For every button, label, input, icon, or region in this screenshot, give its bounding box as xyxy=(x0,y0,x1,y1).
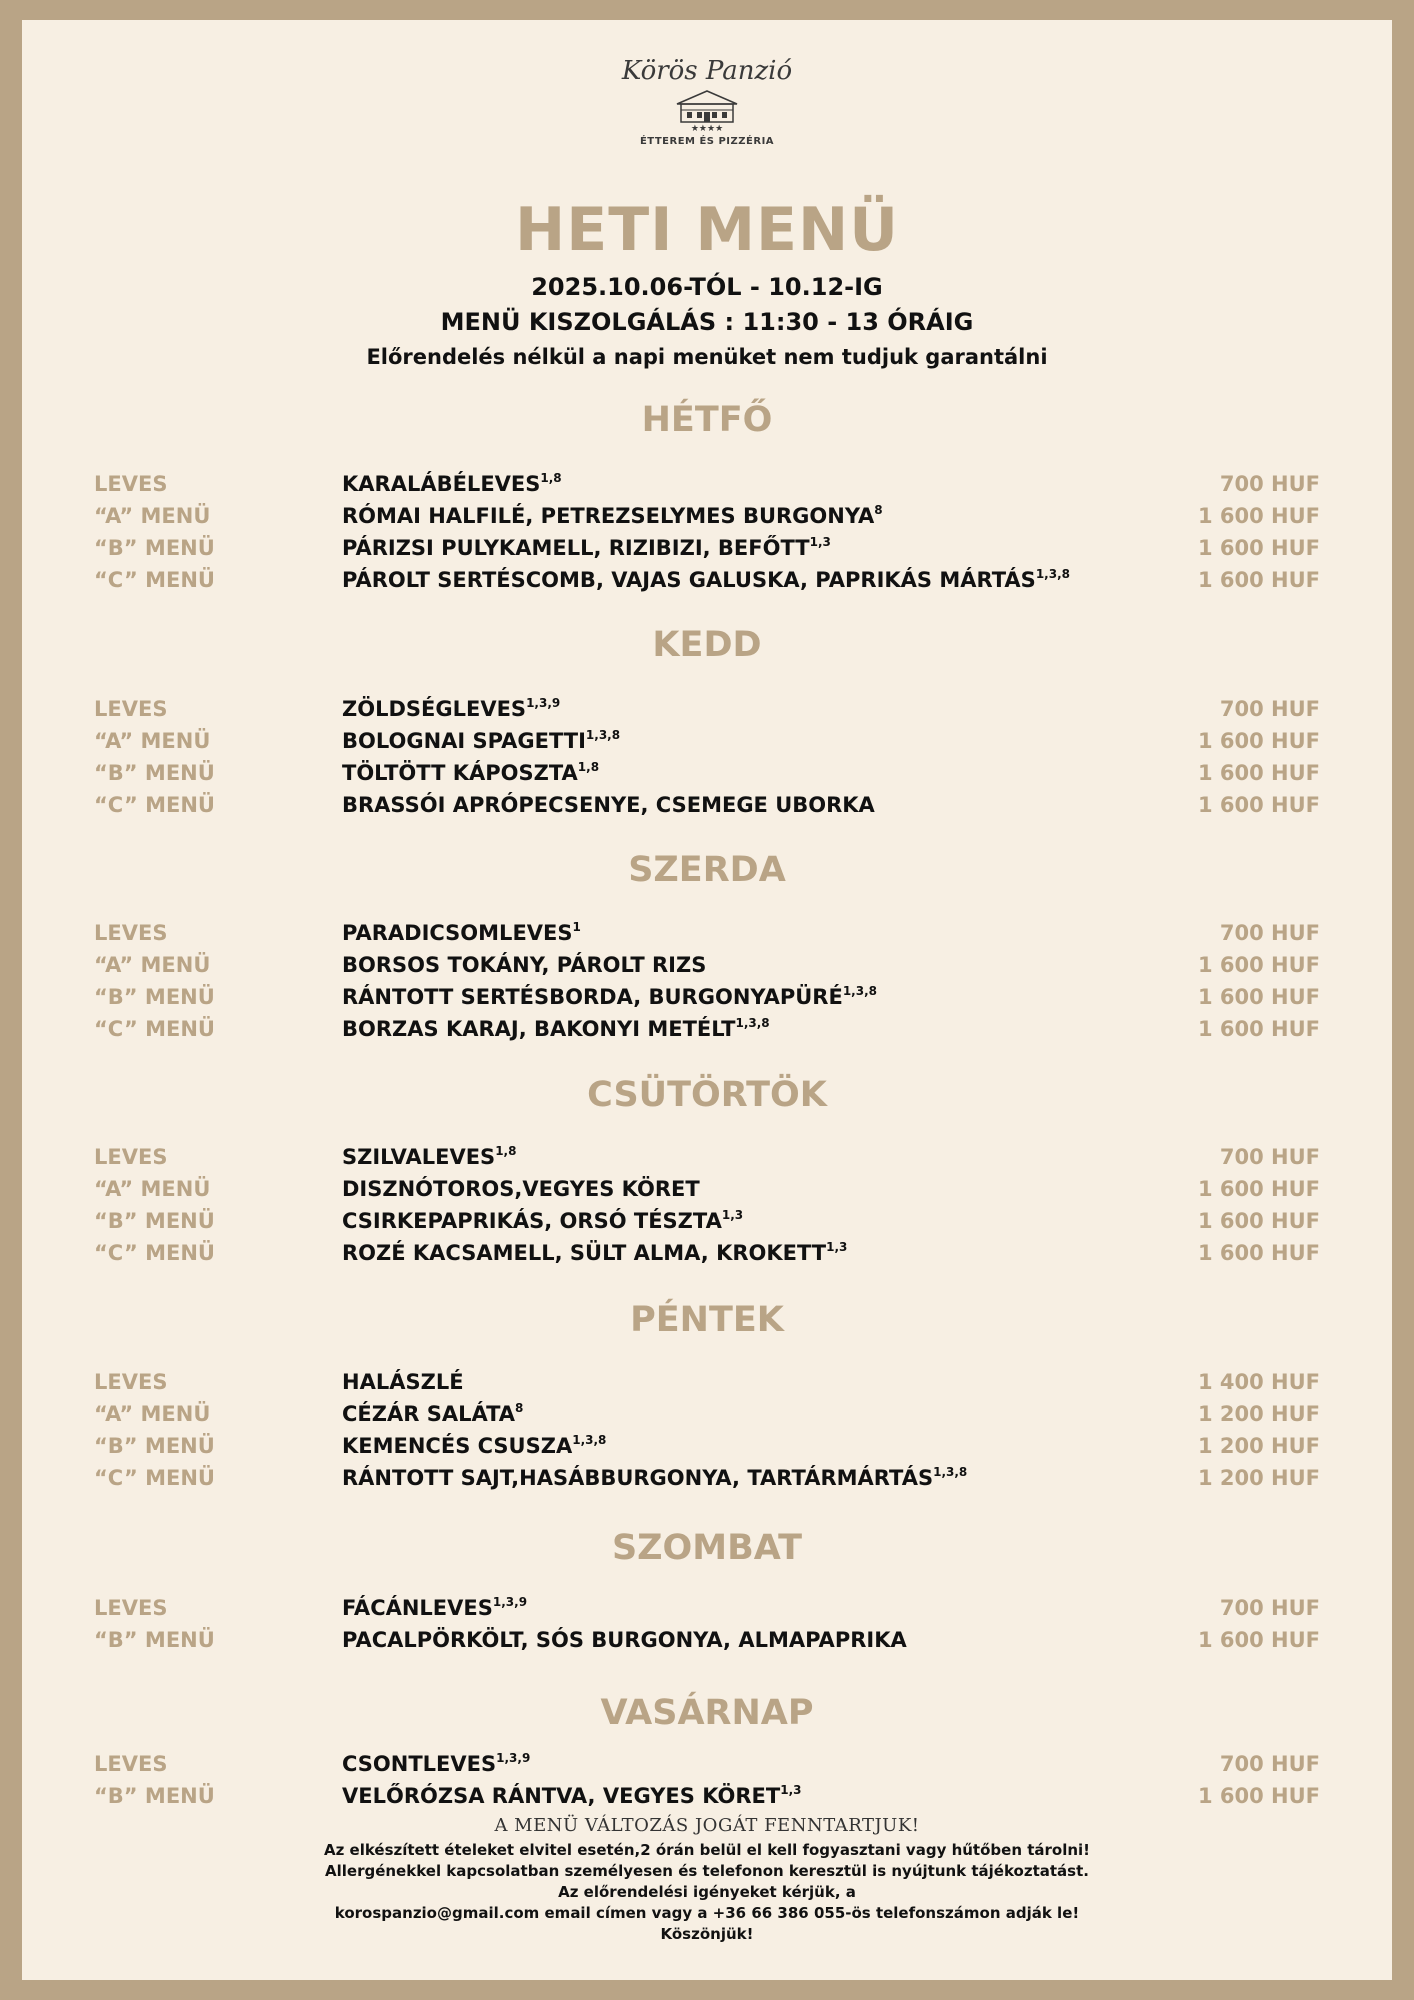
price: 1 600 HUF xyxy=(1197,761,1320,785)
menu-row xyxy=(22,1748,1392,1780)
dish-name-wrap xyxy=(342,500,883,532)
dish-name: PACALPÖRKÖLT, SÓS BURGONYA, ALMAPAPRIKA xyxy=(342,1628,907,1652)
menu-label: LEVES xyxy=(94,1145,168,1169)
footer-line: Allergénekkel kapcsolatban személyesen és telefonon keresztül is nyújtunk tájékoztatást. xyxy=(325,1862,1089,1880)
dish-name: PÁRIZSI PULYKAMELL, RIZIBIZI, BEFŐTT xyxy=(342,536,810,560)
footer-line: korospanzio@gmail.com email címen vagy a +36 66 386 055-ös telefonszámon adják le! xyxy=(334,1904,1080,1922)
menu-label: “C” MENÜ xyxy=(94,1466,215,1490)
allergen-codes: 1,8 xyxy=(540,471,562,485)
allergen-codes: 1,8 xyxy=(495,1144,517,1158)
price: 1 600 HUF xyxy=(1197,568,1320,592)
dish-name-wrap xyxy=(342,564,1070,596)
dish-name: RÓMAI HALFILÉ, PETREZSELYMES BURGONYA xyxy=(342,504,875,528)
menu-label: “A” MENÜ xyxy=(94,1177,211,1201)
dish-name-wrap xyxy=(342,1205,743,1237)
menu-row xyxy=(22,1205,1392,1237)
menu-row xyxy=(22,468,1392,500)
menu-row xyxy=(22,1173,1392,1205)
allergen-codes: 1,3 xyxy=(780,1783,802,1797)
day-heading: HÉTFŐ xyxy=(641,400,773,440)
dish-name-wrap xyxy=(342,1748,530,1780)
dish-name-wrap xyxy=(342,1430,606,1462)
price: 1 600 HUF xyxy=(1197,1241,1320,1265)
date-range: 2025.10.06-TÓL - 10.12-IG xyxy=(531,273,883,301)
allergen-codes: 1,3,9 xyxy=(496,1751,531,1765)
price: 1 600 HUF xyxy=(1197,1177,1320,1201)
menu-label: LEVES xyxy=(94,1752,168,1776)
price: 1 600 HUF xyxy=(1197,1784,1320,1808)
allergen-codes: 1,3 xyxy=(826,1240,848,1254)
day-heading: VASÁRNAP xyxy=(600,1693,814,1733)
menu-row xyxy=(22,917,1392,949)
menu-row xyxy=(22,500,1392,532)
menu-row xyxy=(22,1430,1392,1462)
menu-label: “A” MENÜ xyxy=(94,729,211,753)
menu-page xyxy=(22,20,1392,1980)
logo-name: Körös Panzió xyxy=(621,56,793,86)
serving-hours: MENÜ KISZOLGÁLÁS : 11:30 - 13 ÓRÁIG xyxy=(440,308,974,336)
dish-name: HALÁSZLÉ xyxy=(342,1370,464,1394)
menu-label: LEVES xyxy=(94,697,168,721)
allergen-codes: 1,3 xyxy=(809,535,831,549)
dish-name: SZILVALEVES xyxy=(342,1145,496,1169)
price: 1 600 HUF xyxy=(1197,953,1320,977)
dish-name: VELŐRÓZSA RÁNTVA, VEGYES KÖRET xyxy=(342,1784,781,1808)
price: 1 200 HUF xyxy=(1197,1434,1320,1458)
allergen-codes: 1,3,8 xyxy=(933,1465,968,1479)
footer-line: Az elkészített ételeket elvitel esetén,2 órán belül el kell fogyasztani vagy hűtőben tárolni! xyxy=(323,1841,1091,1859)
allergen-codes: 1 xyxy=(572,920,581,934)
dish-name-wrap xyxy=(342,1173,700,1205)
menu-label: LEVES xyxy=(94,1596,168,1620)
price: 1 600 HUF xyxy=(1197,1017,1320,1041)
menu-label: LEVES xyxy=(94,921,168,945)
price: 700 HUF xyxy=(1219,921,1320,945)
menu-label: “C” MENÜ xyxy=(94,793,215,817)
dish-name-wrap xyxy=(342,1462,967,1494)
menu-row xyxy=(22,693,1392,725)
dish-name: CSIRKEPAPRIKÁS, ORSÓ TÉSZTA xyxy=(342,1209,722,1233)
menu-label: “A” MENÜ xyxy=(94,953,211,977)
menu-label: “C” MENÜ xyxy=(94,1241,215,1265)
logo xyxy=(22,56,1392,147)
allergen-codes: 1,3,8 xyxy=(735,1016,770,1030)
menu-label: “C” MENÜ xyxy=(94,1017,215,1041)
menu-row xyxy=(22,789,1392,821)
menu-row xyxy=(22,532,1392,564)
dish-name: KEMENCÉS CSUSZA xyxy=(342,1434,573,1458)
menu-label: LEVES xyxy=(94,472,168,496)
dish-name: KARALÁBÉLEVES xyxy=(342,472,541,496)
dish-name-wrap xyxy=(342,1592,527,1624)
price: 1 600 HUF xyxy=(1197,1628,1320,1652)
dish-name: BOLOGNAI SPAGETTI xyxy=(342,729,586,753)
menu-row xyxy=(22,1462,1392,1494)
day-heading: SZOMBAT xyxy=(611,1528,803,1568)
dish-name: FÁCÁNLEVES xyxy=(342,1596,493,1620)
menu-label: “B” MENÜ xyxy=(94,1628,215,1652)
menu-label: “B” MENÜ xyxy=(94,761,215,785)
page-title: HETI MENÜ xyxy=(515,195,899,265)
day-heading: PÉNTEK xyxy=(630,1300,784,1340)
price: 1 600 HUF xyxy=(1197,504,1320,528)
menu-label: “A” MENÜ xyxy=(94,504,211,528)
dish-name-wrap xyxy=(342,1398,523,1430)
menu-row xyxy=(22,564,1392,596)
dish-name-wrap xyxy=(342,1624,907,1656)
dish-name: DISZNÓTOROS,VEGYES KÖRET xyxy=(342,1177,700,1201)
menu-row xyxy=(22,725,1392,757)
dish-name-wrap xyxy=(342,1366,464,1398)
dish-name: PARADICSOMLEVES xyxy=(342,921,573,945)
dish-name-wrap xyxy=(342,1141,516,1173)
menu-label: “B” MENÜ xyxy=(94,1434,215,1458)
dish-name-wrap xyxy=(342,1780,802,1812)
price: 1 400 HUF xyxy=(1197,1370,1320,1394)
menu-label: “B” MENÜ xyxy=(94,536,215,560)
menu-row xyxy=(22,1366,1392,1398)
price: 700 HUF xyxy=(1219,1596,1320,1620)
day-heading: CSÜTÖRTÖK xyxy=(587,1075,827,1115)
footer xyxy=(22,1815,1392,1945)
price: 700 HUF xyxy=(1219,1145,1320,1169)
menu-row xyxy=(22,981,1392,1013)
allergen-codes: 1,8 xyxy=(577,760,600,774)
price: 1 200 HUF xyxy=(1197,1466,1320,1490)
menu-row xyxy=(22,757,1392,789)
day-heading: SZERDA xyxy=(628,850,786,890)
allergen-codes: 1,3,8 xyxy=(1035,567,1070,581)
dish-name-wrap xyxy=(342,789,875,821)
dish-name: RÁNTOTT SAJT,HASÁBBURGONYA, TARTÁRMÁRTÁS xyxy=(342,1466,934,1490)
allergen-codes: 1,3,8 xyxy=(585,728,621,742)
menu-label: “B” MENÜ xyxy=(94,985,215,1009)
day-heading: KEDD xyxy=(652,625,762,665)
allergen-codes: 8 xyxy=(515,1401,524,1415)
menu-row xyxy=(22,1624,1392,1656)
dish-name-wrap xyxy=(342,1237,847,1269)
menu-row xyxy=(22,1141,1392,1173)
dish-name: ZÖLDSÉGLEVES xyxy=(342,697,527,721)
dish-name-wrap xyxy=(342,725,620,757)
menu-row xyxy=(22,1013,1392,1045)
allergen-codes: 8 xyxy=(874,503,883,517)
dish-name: BORSOS TOKÁNY, PÁROLT RIZS xyxy=(342,953,707,977)
menu-label: “B” MENÜ xyxy=(94,1784,215,1808)
price: 1 600 HUF xyxy=(1197,536,1320,560)
menu-row xyxy=(22,1398,1392,1430)
price: 1 600 HUF xyxy=(1197,729,1320,753)
menu-label: LEVES xyxy=(94,1370,168,1394)
menu-label: “C” MENÜ xyxy=(94,568,215,592)
dish-name-wrap xyxy=(342,468,562,500)
dish-name: TÖLTÖTT KÁPOSZTA xyxy=(342,761,578,785)
menu-row xyxy=(22,1592,1392,1624)
footer-line: Az előrendelési igényeket kérjük, a xyxy=(558,1883,856,1901)
dish-name: PÁROLT SERTÉSCOMB, VAJAS GALUSKA, PAPRIKÁS MÁRTÁS xyxy=(342,568,1036,592)
menu-row xyxy=(22,1780,1392,1812)
footer-notice: A MENÜ VÁLTOZÁS JOGÁT FENNTARTJUK! xyxy=(494,1815,920,1836)
menu-label: “A” MENÜ xyxy=(94,1402,211,1426)
dish-name-wrap xyxy=(342,917,581,949)
dish-name: BORZAS KARAJ, BAKONYI METÉLT xyxy=(342,1017,736,1041)
dish-name-wrap xyxy=(342,757,599,789)
dish-name-wrap xyxy=(342,693,560,725)
price: 1 600 HUF xyxy=(1197,1209,1320,1233)
price: 700 HUF xyxy=(1219,697,1320,721)
price: 700 HUF xyxy=(1219,1752,1320,1776)
preorder-note: Előrendelés nélkül a napi menüket nem tudjuk garantálni xyxy=(366,345,1048,369)
allergen-codes: 1,3,9 xyxy=(526,696,561,710)
menu-label: “B” MENÜ xyxy=(94,1209,215,1233)
menu-row xyxy=(22,949,1392,981)
allergen-codes: 1,3,8 xyxy=(842,984,877,998)
building-icon xyxy=(672,88,742,124)
dish-name: ROZÉ KACSAMELL, SÜLT ALMA, KROKETT xyxy=(342,1241,827,1265)
dish-name: RÁNTOTT SERTÉSBORDA, BURGONYAPÜRÉ xyxy=(342,985,843,1009)
menu-row xyxy=(22,1237,1392,1269)
price: 1 200 HUF xyxy=(1197,1402,1320,1426)
logo-stars: ★★★★ xyxy=(690,124,724,134)
allergen-codes: 1,3,8 xyxy=(572,1433,607,1447)
price: 1 600 HUF xyxy=(1197,793,1320,817)
dish-name: BRASSÓI APRÓPECSENYE, CSEMEGE UBORKA xyxy=(342,793,875,817)
dish-name-wrap xyxy=(342,1013,770,1045)
price: 1 600 HUF xyxy=(1197,985,1320,1009)
price: 700 HUF xyxy=(1219,472,1320,496)
dish-name-wrap xyxy=(342,949,706,981)
logo-subtitle: ÉTTEREM ÉS PIZZÉRIA xyxy=(639,136,775,147)
allergen-codes: 1,3 xyxy=(721,1208,744,1222)
dish-name-wrap xyxy=(342,981,877,1013)
allergen-codes: 1,3,9 xyxy=(492,1595,528,1609)
dish-name: CÉZÁR SALÁTA xyxy=(342,1402,516,1426)
dish-name-wrap xyxy=(342,532,831,564)
footer-line: Köszönjük! xyxy=(660,1925,754,1943)
dish-name: CSONTLEVES xyxy=(342,1752,497,1776)
